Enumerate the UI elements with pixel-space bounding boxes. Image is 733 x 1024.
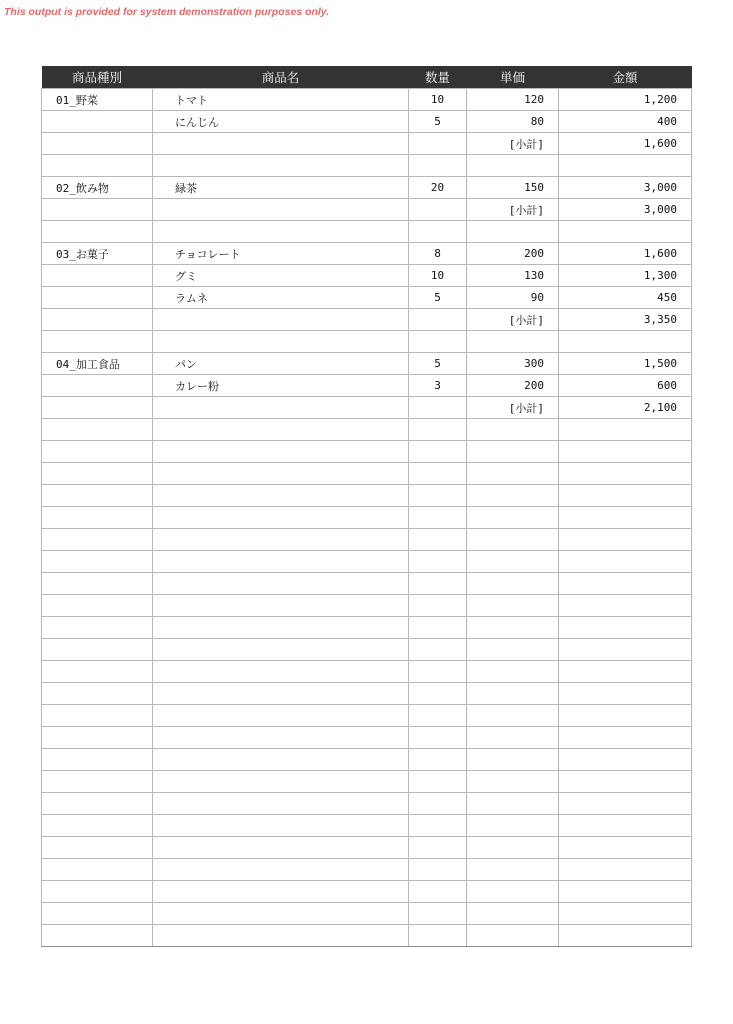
cell-category xyxy=(42,661,153,683)
cell-quantity xyxy=(409,397,467,419)
cell-amount: 600 xyxy=(559,375,692,397)
header-row xyxy=(42,66,692,89)
cell-amount xyxy=(559,507,692,529)
cell-quantity xyxy=(409,749,467,771)
cell-category xyxy=(42,617,153,639)
cell-unit-price: [小計] xyxy=(467,397,559,419)
cell-product-name: チョコレート xyxy=(153,243,409,265)
cell-quantity: 20 xyxy=(409,177,467,199)
table-row xyxy=(42,375,692,397)
cell-quantity xyxy=(409,705,467,727)
cell-quantity xyxy=(409,551,467,573)
cell-unit-price xyxy=(467,595,559,617)
cell-quantity: 8 xyxy=(409,243,467,265)
cell-amount xyxy=(559,529,692,551)
cell-amount: 450 xyxy=(559,287,692,309)
cell-amount xyxy=(559,573,692,595)
cell-quantity: 5 xyxy=(409,111,467,133)
table-row xyxy=(42,309,692,331)
cell-category xyxy=(42,331,153,353)
cell-amount: 1,200 xyxy=(559,89,692,111)
cell-amount xyxy=(559,221,692,243)
table-row xyxy=(42,419,692,441)
cell-quantity: 3 xyxy=(409,375,467,397)
cell-category xyxy=(42,727,153,749)
cell-quantity xyxy=(409,771,467,793)
cell-amount: 1,600 xyxy=(559,133,692,155)
cell-product-name xyxy=(153,639,409,661)
cell-category xyxy=(42,441,153,463)
cell-quantity xyxy=(409,155,467,177)
table-row xyxy=(42,551,692,573)
cell-product-name xyxy=(153,199,409,221)
cell-amount xyxy=(559,815,692,837)
table-row xyxy=(42,507,692,529)
table-row xyxy=(42,705,692,727)
cell-product-name xyxy=(153,617,409,639)
cell-amount: 3,000 xyxy=(559,177,692,199)
cell-category xyxy=(42,881,153,903)
cell-amount xyxy=(559,441,692,463)
header-amount: 金額 xyxy=(559,66,692,89)
cell-category xyxy=(42,771,153,793)
cell-amount: 1,300 xyxy=(559,265,692,287)
cell-quantity xyxy=(409,837,467,859)
cell-unit-price xyxy=(467,441,559,463)
cell-unit-price xyxy=(467,683,559,705)
cell-product-name xyxy=(153,815,409,837)
table-row xyxy=(42,661,692,683)
table-row xyxy=(42,859,692,881)
table-row xyxy=(42,243,692,265)
cell-unit-price xyxy=(467,155,559,177)
header-unit-price: 単価 xyxy=(467,66,559,89)
cell-unit-price xyxy=(467,331,559,353)
cell-quantity xyxy=(409,309,467,331)
table-row xyxy=(42,287,692,309)
table-row xyxy=(42,925,692,947)
table-row xyxy=(42,837,692,859)
cell-quantity xyxy=(409,463,467,485)
cell-category: 04_加工食品 xyxy=(42,353,153,375)
table-row xyxy=(42,441,692,463)
cell-category xyxy=(42,815,153,837)
table-row xyxy=(42,749,692,771)
cell-product-name: カレー粉 xyxy=(153,375,409,397)
cell-category xyxy=(42,925,153,947)
cell-amount xyxy=(559,793,692,815)
cell-amount xyxy=(559,881,692,903)
cell-product-name xyxy=(153,221,409,243)
cell-quantity xyxy=(409,881,467,903)
cell-unit-price xyxy=(467,419,559,441)
table-row xyxy=(42,683,692,705)
cell-unit-price xyxy=(467,903,559,925)
cell-unit-price xyxy=(467,639,559,661)
cell-quantity: 5 xyxy=(409,287,467,309)
table-row xyxy=(42,639,692,661)
table-row xyxy=(42,881,692,903)
cell-category xyxy=(42,419,153,441)
cell-product-name xyxy=(153,309,409,331)
cell-product-name xyxy=(153,419,409,441)
cell-product-name xyxy=(153,661,409,683)
cell-quantity xyxy=(409,903,467,925)
cell-category xyxy=(42,155,153,177)
cell-quantity xyxy=(409,595,467,617)
cell-product-name xyxy=(153,793,409,815)
cell-unit-price xyxy=(467,705,559,727)
cell-category xyxy=(42,507,153,529)
cell-unit-price xyxy=(467,749,559,771)
table-row xyxy=(42,89,692,111)
cell-unit-price: [小計] xyxy=(467,133,559,155)
cell-unit-price xyxy=(467,881,559,903)
cell-amount: 400 xyxy=(559,111,692,133)
cell-quantity xyxy=(409,507,467,529)
cell-unit-price xyxy=(467,551,559,573)
cell-amount xyxy=(559,551,692,573)
cell-product-name: 緑茶 xyxy=(153,177,409,199)
cell-unit-price: 130 xyxy=(467,265,559,287)
cell-quantity xyxy=(409,133,467,155)
table-row xyxy=(42,815,692,837)
cell-category xyxy=(42,793,153,815)
table-row xyxy=(42,595,692,617)
cell-amount xyxy=(559,683,692,705)
cell-amount xyxy=(559,771,692,793)
cell-category: 03_お菓子 xyxy=(42,243,153,265)
table-header xyxy=(42,66,692,89)
cell-amount: 2,100 xyxy=(559,397,692,419)
cell-product-name xyxy=(153,441,409,463)
cell-amount xyxy=(559,661,692,683)
table-row xyxy=(42,463,692,485)
cell-quantity xyxy=(409,485,467,507)
cell-amount xyxy=(559,903,692,925)
cell-category xyxy=(42,309,153,331)
cell-product-name xyxy=(153,727,409,749)
cell-category xyxy=(42,463,153,485)
cell-category: 01_野菜 xyxy=(42,89,153,111)
cell-category xyxy=(42,837,153,859)
table-row xyxy=(42,133,692,155)
cell-unit-price: 200 xyxy=(467,243,559,265)
cell-product-name xyxy=(153,529,409,551)
cell-unit-price: 90 xyxy=(467,287,559,309)
cell-amount: 3,350 xyxy=(559,309,692,331)
cell-product-name xyxy=(153,683,409,705)
cell-unit-price xyxy=(467,793,559,815)
cell-unit-price xyxy=(467,815,559,837)
cell-product-name xyxy=(153,463,409,485)
cell-unit-price xyxy=(467,727,559,749)
cell-unit-price: 80 xyxy=(467,111,559,133)
cell-product-name: グミ xyxy=(153,265,409,287)
cell-product-name: にんじん xyxy=(153,111,409,133)
table-row xyxy=(42,353,692,375)
cell-unit-price xyxy=(467,925,559,947)
cell-product-name xyxy=(153,331,409,353)
cell-unit-price xyxy=(467,507,559,529)
table-row xyxy=(42,793,692,815)
cell-category xyxy=(42,595,153,617)
cell-amount xyxy=(559,419,692,441)
cell-quantity: 10 xyxy=(409,89,467,111)
cell-quantity: 10 xyxy=(409,265,467,287)
cell-amount xyxy=(559,925,692,947)
cell-unit-price xyxy=(467,617,559,639)
cell-amount: 1,500 xyxy=(559,353,692,375)
table-row xyxy=(42,485,692,507)
cell-category xyxy=(42,749,153,771)
cell-amount xyxy=(559,727,692,749)
cell-amount xyxy=(559,155,692,177)
cell-unit-price: 300 xyxy=(467,353,559,375)
cell-quantity xyxy=(409,683,467,705)
cell-quantity xyxy=(409,639,467,661)
table-row xyxy=(42,727,692,749)
cell-unit-price: 200 xyxy=(467,375,559,397)
cell-product-name xyxy=(153,859,409,881)
cell-product-name xyxy=(153,485,409,507)
cell-amount xyxy=(559,639,692,661)
cell-category xyxy=(42,221,153,243)
cell-quantity xyxy=(409,419,467,441)
cell-category xyxy=(42,111,153,133)
table-row xyxy=(42,155,692,177)
cell-unit-price: 120 xyxy=(467,89,559,111)
cell-product-name xyxy=(153,705,409,727)
cell-amount xyxy=(559,485,692,507)
table-row xyxy=(42,573,692,595)
cell-product-name xyxy=(153,903,409,925)
cell-category xyxy=(42,639,153,661)
cell-unit-price xyxy=(467,837,559,859)
cell-quantity xyxy=(409,529,467,551)
demo-watermark: This output is provided for system demonstration purposes only. xyxy=(4,6,330,18)
cell-unit-price xyxy=(467,771,559,793)
cell-quantity xyxy=(409,617,467,639)
cell-category xyxy=(42,859,153,881)
cell-amount: 1,600 xyxy=(559,243,692,265)
cell-quantity xyxy=(409,859,467,881)
cell-product-name xyxy=(153,397,409,419)
cell-category xyxy=(42,397,153,419)
cell-amount xyxy=(559,859,692,881)
header-product-name: 商品名 xyxy=(153,66,409,89)
cell-quantity xyxy=(409,815,467,837)
cell-product-name: トマト xyxy=(153,89,409,111)
cell-product-name xyxy=(153,771,409,793)
table-row xyxy=(42,331,692,353)
cell-product-name xyxy=(153,881,409,903)
table-row xyxy=(42,903,692,925)
cell-product-name: ラムネ xyxy=(153,287,409,309)
header-quantity: 数量 xyxy=(409,66,467,89)
cell-product-name xyxy=(153,595,409,617)
cell-amount xyxy=(559,749,692,771)
cell-amount xyxy=(559,463,692,485)
product-table xyxy=(41,66,692,947)
table-row xyxy=(42,529,692,551)
cell-category xyxy=(42,683,153,705)
cell-category xyxy=(42,551,153,573)
cell-category xyxy=(42,375,153,397)
cell-category xyxy=(42,287,153,309)
cell-category: 02_飲み物 xyxy=(42,177,153,199)
cell-category xyxy=(42,133,153,155)
cell-product-name xyxy=(153,507,409,529)
cell-product-name xyxy=(153,837,409,859)
cell-unit-price xyxy=(467,463,559,485)
cell-product-name xyxy=(153,133,409,155)
cell-quantity xyxy=(409,573,467,595)
table-row xyxy=(42,199,692,221)
cell-unit-price xyxy=(467,221,559,243)
cell-amount xyxy=(559,705,692,727)
cell-product-name: パン xyxy=(153,353,409,375)
cell-quantity xyxy=(409,331,467,353)
cell-quantity xyxy=(409,727,467,749)
table-body xyxy=(42,89,692,947)
cell-unit-price xyxy=(467,661,559,683)
cell-amount xyxy=(559,837,692,859)
table-row xyxy=(42,617,692,639)
cell-category xyxy=(42,199,153,221)
cell-quantity xyxy=(409,661,467,683)
cell-product-name xyxy=(153,749,409,771)
cell-amount xyxy=(559,617,692,639)
cell-quantity: 5 xyxy=(409,353,467,375)
cell-quantity xyxy=(409,441,467,463)
cell-product-name xyxy=(153,551,409,573)
cell-category xyxy=(42,529,153,551)
table-row xyxy=(42,771,692,793)
table-row xyxy=(42,265,692,287)
cell-category xyxy=(42,265,153,287)
cell-amount xyxy=(559,331,692,353)
cell-product-name xyxy=(153,155,409,177)
cell-unit-price xyxy=(467,573,559,595)
cell-unit-price xyxy=(467,859,559,881)
table-row xyxy=(42,177,692,199)
cell-unit-price: [小計] xyxy=(467,309,559,331)
cell-amount xyxy=(559,595,692,617)
cell-category xyxy=(42,705,153,727)
cell-quantity xyxy=(409,221,467,243)
cell-product-name xyxy=(153,573,409,595)
table-row xyxy=(42,397,692,419)
cell-category xyxy=(42,573,153,595)
cell-unit-price xyxy=(467,529,559,551)
cell-quantity xyxy=(409,793,467,815)
cell-quantity xyxy=(409,925,467,947)
cell-unit-price xyxy=(467,485,559,507)
cell-product-name xyxy=(153,925,409,947)
cell-category xyxy=(42,903,153,925)
cell-amount: 3,000 xyxy=(559,199,692,221)
cell-quantity xyxy=(409,199,467,221)
table-row xyxy=(42,221,692,243)
table-row xyxy=(42,111,692,133)
cell-category xyxy=(42,485,153,507)
header-category: 商品種別 xyxy=(42,66,153,89)
cell-unit-price: 150 xyxy=(467,177,559,199)
cell-unit-price: [小計] xyxy=(467,199,559,221)
